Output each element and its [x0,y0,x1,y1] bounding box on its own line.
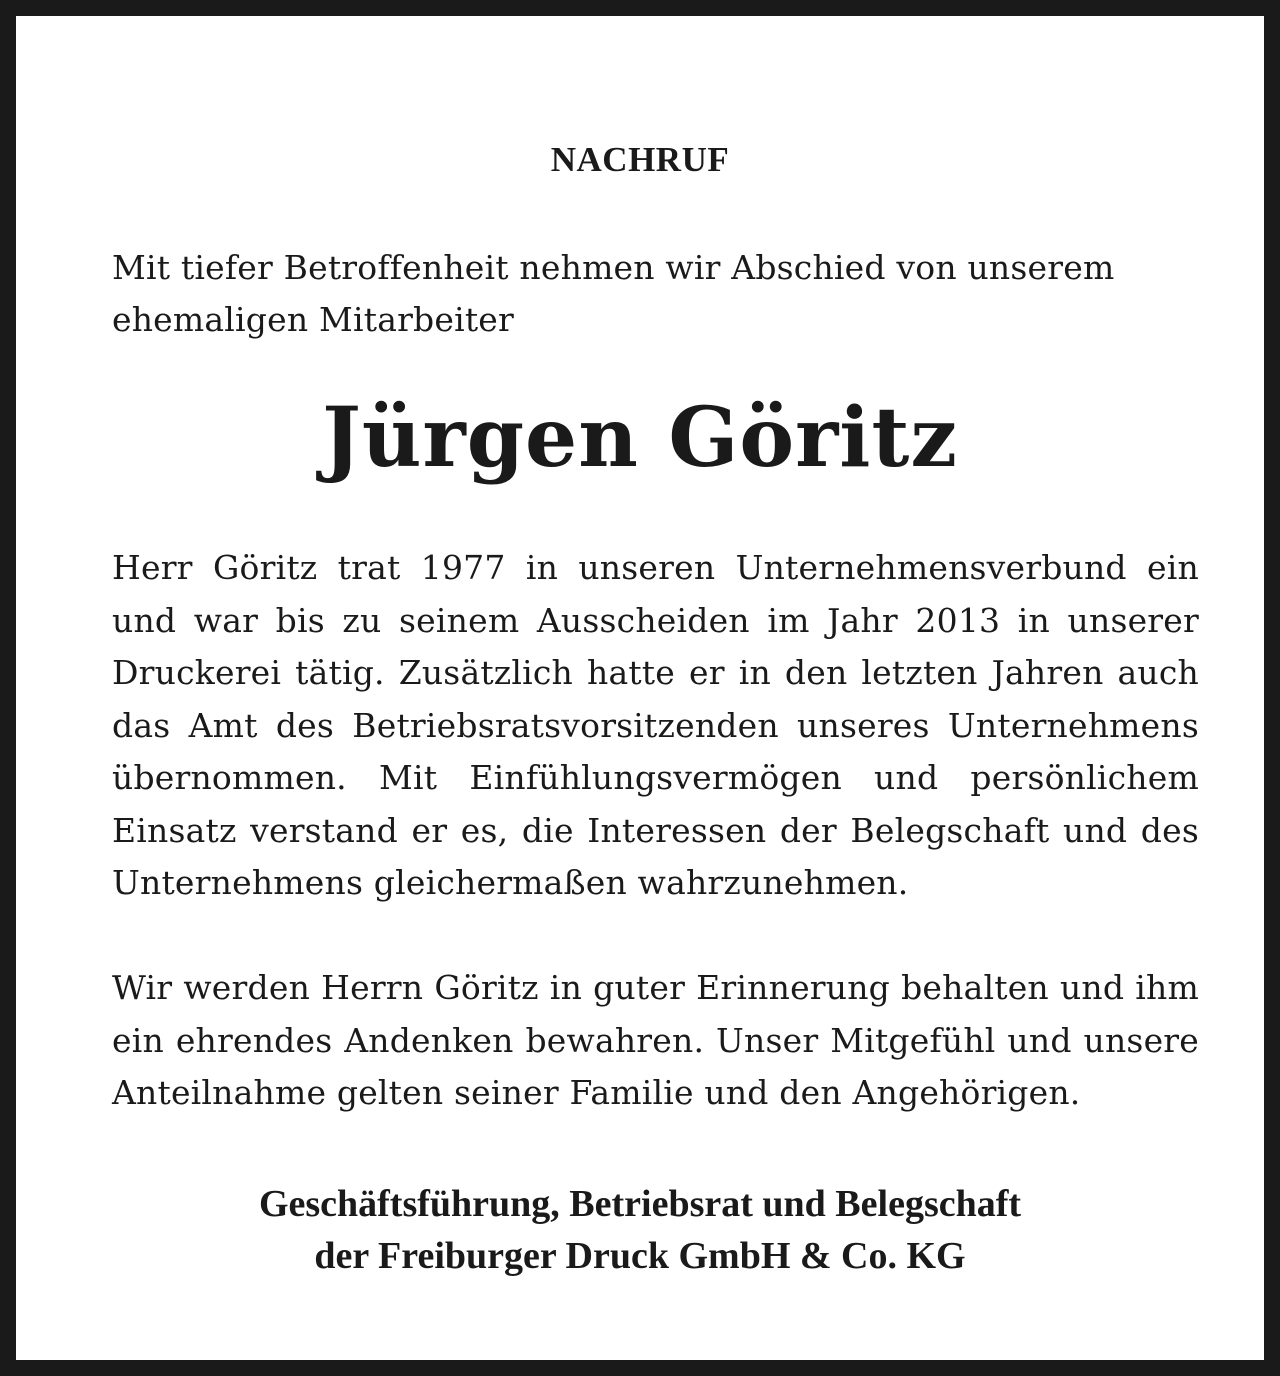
intro-line: Mit tiefer Betroffenheit nehmen wir Abschied von unserem [112,248,1115,287]
intro-text [112,242,1202,346]
paragraph-line: Druckerei tätig. Zusätzlich hatte er in den letzten Jahren auch [112,653,1199,692]
paragraph-line: Herr Göritz trat 1977 in unseren Unternehmensverbund ein [112,548,1199,587]
signature-line: der Freiburger Druck GmbH & Co. KG [314,1235,966,1277]
paragraph-line: und war bis zu seinem Ausscheiden im Jahr 2013 in unserer [112,600,1199,640]
condolence-paragraph [112,962,1199,1120]
signature-block [16,1178,1264,1282]
paragraph-line: Wir werden Herrn Göritz in guter Erinnerung behalten und ihm [112,968,1199,1007]
paragraph-line: ein ehrendes Andenken bewahren. Unser Mitgefühl und unsere [112,1020,1199,1060]
paragraph-line: Einsatz verstand er es, die Interessen der Belegschaft und des [112,810,1199,850]
paragraph-line: Anteilnahme gelten seiner Familie und den Angehörigen. [112,1073,1081,1112]
biography-paragraph [112,542,1199,910]
intro-line: ehemaligen Mitarbeiter [112,300,515,339]
paragraph-line: Unternehmens gleichermaßen wahrzunehmen. [112,863,909,902]
paragraph-line: übernommen. Mit Einfühlungsvermögen und persönlichem [112,758,1199,797]
paragraph-line: das Amt des Betriebsratsvorsitzenden unseres Unternehmens [112,705,1199,745]
signature-line: Geschäftsführung, Betriebsrat und Belegschaft [258,1183,1022,1225]
deceased-name: Jürgen Göritz [322,390,958,486]
notice-heading: NACHRUF [550,140,730,179]
